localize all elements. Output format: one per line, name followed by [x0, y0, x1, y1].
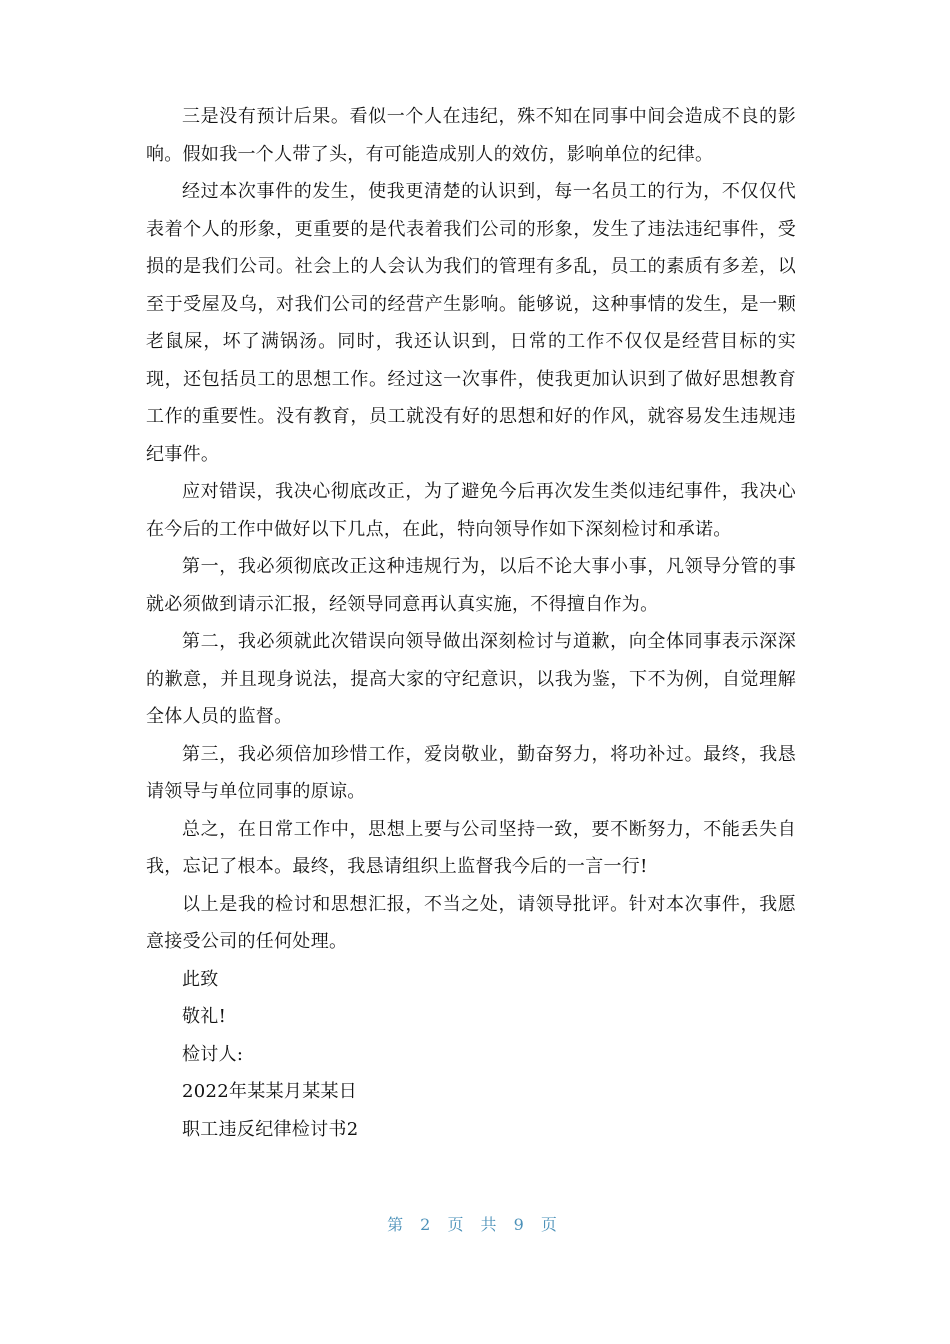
document-body	[146, 98, 796, 1148]
signature-date: 2022年某某月某某日	[182, 1081, 358, 1102]
paragraph-summary: 总之，在日常工作中，思想上要与公司坚持一致，要不断努力，不能丢失自我，忘记了根本。最终，我恳请组织上监督我今后的一言一行!	[146, 818, 796, 877]
paragraph-first-promise: 第一，我必须彻底改正这种违规行为，以后不论大事小事，凡领导分管的事就必须做到请示汇报，经领导同意再认真实施，不得擅自作为。	[146, 556, 796, 615]
closing-salutation: 此致	[182, 968, 219, 990]
signer-label: 检讨人:	[182, 1043, 244, 1065]
paragraph-resolution: 应对错误，我决心彻底改正，为了避免今后再次发生类似违纪事件，我决心在今后的工作中做好以下几点，在此，特向领导作如下深刻检讨和承诺。	[146, 481, 796, 540]
closing-regards: 敬礼!	[182, 1006, 227, 1027]
paragraph-second-promise: 第二，我必须就此次错误向领导做出深刻检讨与道歉，向全体同事表示深深的歉意，并且现身说法，提高大家的守纪意识，以我为鉴，下不为例，自觉理解全体人员的监督。	[146, 631, 796, 727]
page-number-footer: 第 2 页 共 9 页	[387, 1215, 563, 1234]
paragraph-consequences: 三是没有预计后果。看似一个人在违纪，殊不知在同事中间会造成不良的影响。假如我一个人带了头，有可能造成别人的效仿，影响单位的纪律。	[146, 106, 796, 165]
paragraph-reflection: 经过本次事件的发生，使我更清楚的认识到，每一名员工的行为，不仅仅代表着个人的形象，更重要的是代表着我们公司的形象，发生了违法违纪事件，受损的是我们公司。社会上的人会认为我们的管理有多乱，员工的素质有多差，以至于受屋及乌，对我们公司的经营产生影响。能够说，这种事情的发生，是一颗老鼠屎，坏了满锅汤。同时，我还认识到，日常的工作不仅仅是经营目标的实现，还包括员工的思想工作。经过这一次事件，使我更加认识到了做好思想教育工作的重要性。没有教育，员工就没有好的思想和好的作风，就容易发生违规违纪事件。	[146, 181, 796, 465]
paragraph-third-promise: 第三，我必须倍加珍惜工作，爱岗敬业，勤奋努力，将功补过。最终，我恳请领导与单位同事的原谅。	[146, 743, 796, 802]
next-section-title: 职工违反纪律检讨书2	[182, 1118, 359, 1140]
paragraph-conclusion: 以上是我的检讨和思想汇报，不当之处，请领导批评。针对本次事件，我愿意接受公司的任何处理。	[146, 893, 796, 952]
